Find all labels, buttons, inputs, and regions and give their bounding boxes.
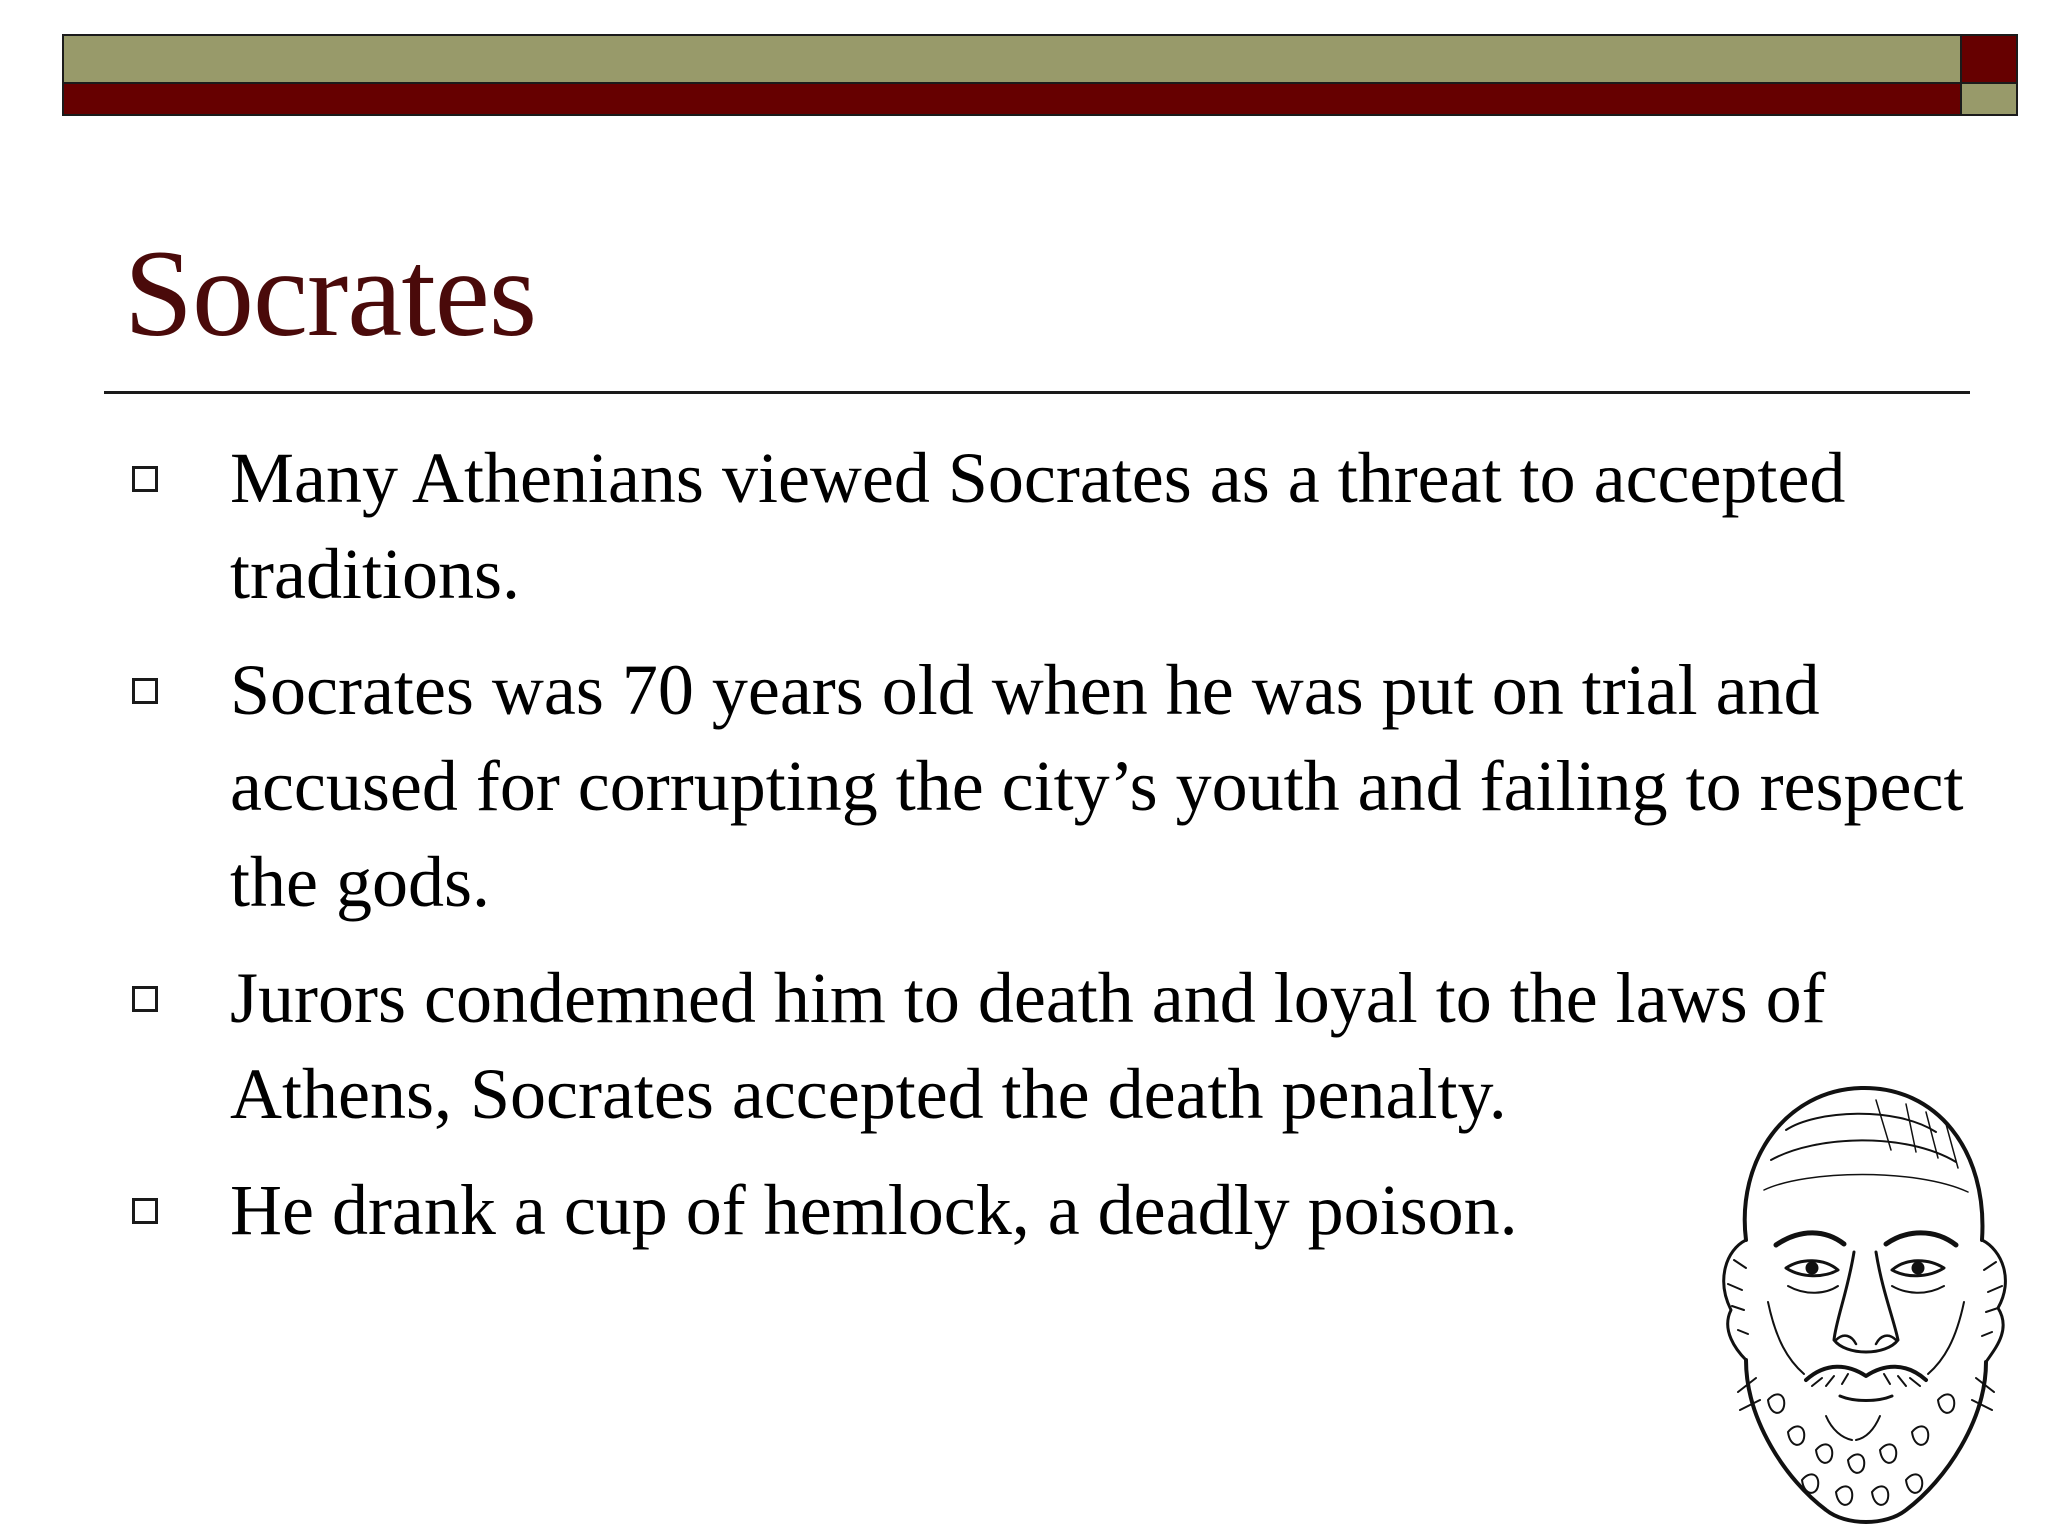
bullet-text: Socrates was 70 years old when he was put on trial and accused for corrupting the city’s youth and failing to respect the gods. bbox=[230, 650, 1964, 922]
bullet-item bbox=[126, 642, 1986, 930]
title-divider bbox=[104, 391, 1970, 394]
socrates-portrait-icon bbox=[1676, 1040, 2026, 1536]
hollow-square-icon bbox=[132, 678, 158, 704]
hollow-square-icon bbox=[132, 1198, 158, 1224]
bullet-text: Many Athenians viewed Socrates as a threat to accepted traditions. bbox=[230, 438, 1846, 614]
header-bar-olive bbox=[62, 34, 1962, 84]
bullet-text: Jurors condemned him to death and loyal to the laws of Athens, Socrates accepted the death penalty. bbox=[230, 958, 1826, 1134]
hollow-square-icon bbox=[132, 986, 158, 1012]
header-corner-olive bbox=[1962, 84, 2018, 116]
bullet-item bbox=[126, 430, 1986, 622]
header-bar-red bbox=[62, 84, 1962, 116]
bullet-text: He drank a cup of hemlock, a deadly poison. bbox=[230, 1170, 1518, 1250]
hollow-square-icon bbox=[132, 466, 158, 492]
slide-title: Socrates bbox=[124, 225, 537, 362]
header-corner-red bbox=[1962, 34, 2018, 84]
